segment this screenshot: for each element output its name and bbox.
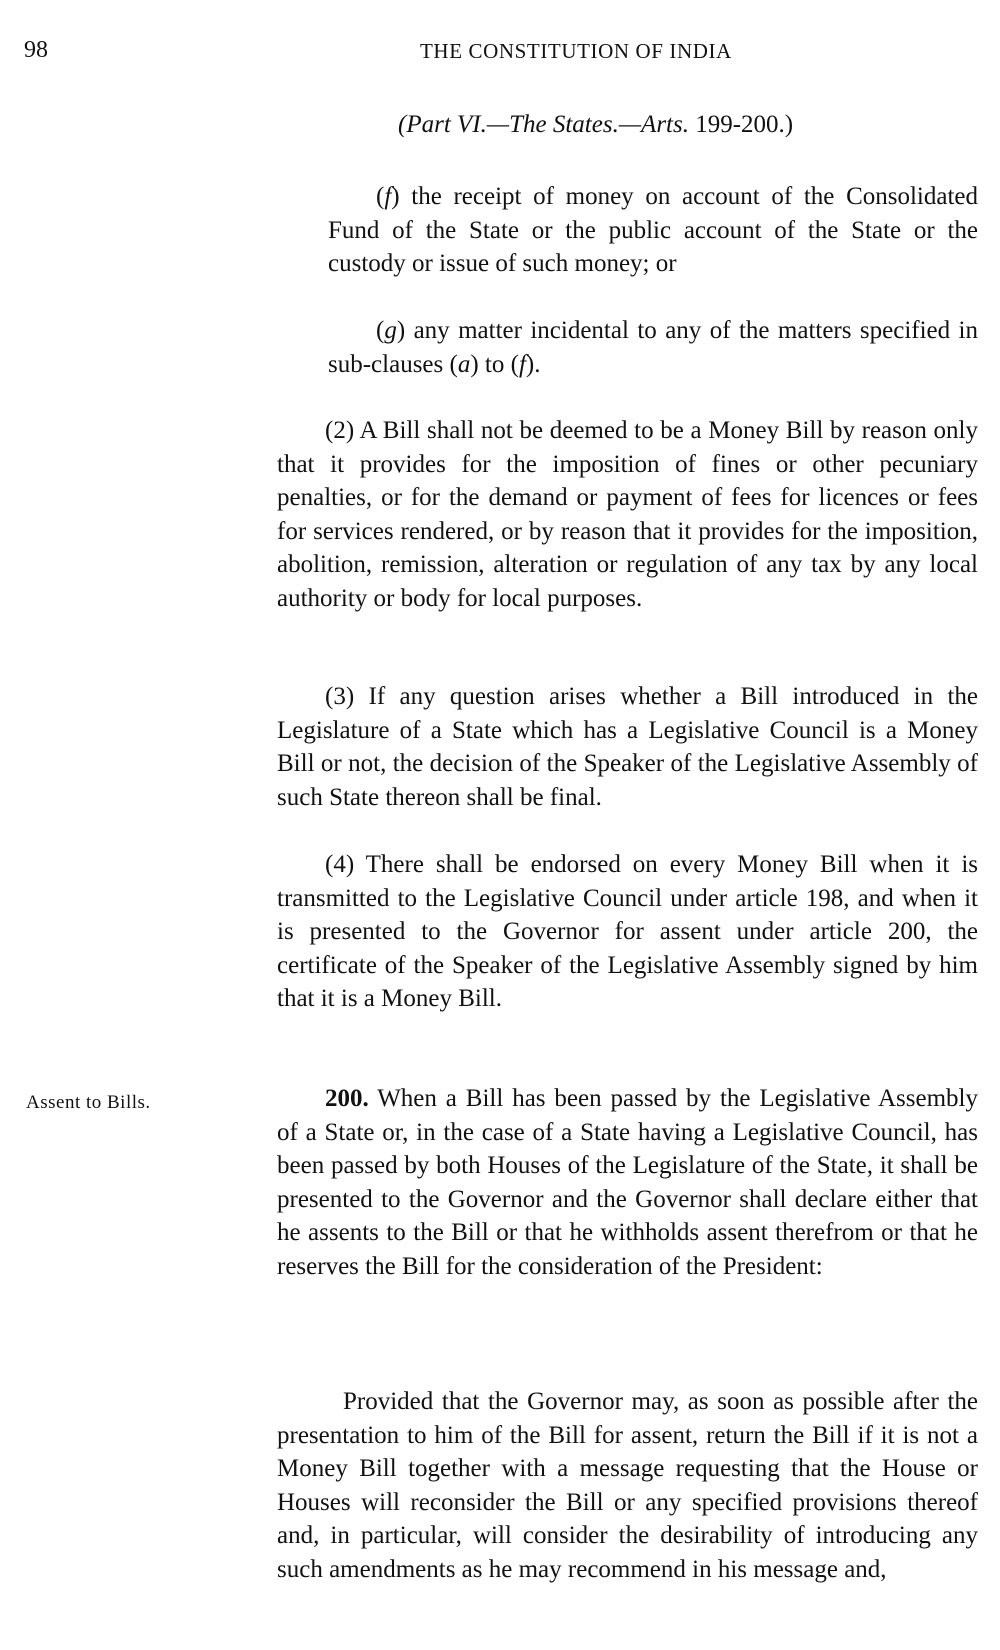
clause-f <box>328 180 978 281</box>
clause-g-paragraph: (g) any matter incidental to any of the matters specified in sub-clauses (a) to (f). <box>328 317 978 378</box>
clause-2-paragraph: (2) A Bill shall not be deemed to be a Money Bill by reason only that it provides for the imposition of fines or other pecuniary penalties, or for the demand or payment of fees for licences or fees for services rendered, or by reason that it provides for the imposition, abolition, remission, alteration or regulation of any tax by any local authority or body for local purposes. <box>277 417 978 612</box>
clause-g-ref-f: f <box>518 350 526 378</box>
part-heading-part: Part VI.—The States.—Arts. <box>406 111 689 138</box>
clause-3-paragraph: (3) If any question arises whether a Bill introduced in the Legislature of a State which has a Legislative Council is a Money Bill or not, the decision of the Speaker of the Legislative Assembly of such State thereon shall be final. <box>277 683 978 811</box>
page-number: 98 <box>24 37 48 63</box>
clause-f-text: the receipt of money on account of the Consolidated Fund of the State or the public account of the State or the custody or issue of such money; or <box>328 183 978 277</box>
clause-4-paragraph: (4) There shall be endorsed on every Money Bill when it is transmitted to the Legislative Council under article 198, and when it is presented to the Governor for assent under article 200, the certificate of the Speaker of the Legislative Assembly signed by him that it is a Money Bill. <box>277 851 978 1012</box>
part-heading-open: ( <box>398 111 407 138</box>
part-heading-range: 199-200.) <box>688 111 794 138</box>
clause-f-label: f <box>384 183 392 210</box>
clause-2 <box>277 414 978 615</box>
part-heading <box>398 110 793 140</box>
article-200-number: 200. <box>325 1085 369 1112</box>
article-200-text: When a Bill has been passed by the Legislative Assembly of a State or, in the case of a State having a Legislative Council, has been passed by both Houses of the Legislature of the State, it shall be presented to the Governor and the Governor shall declare either that he assents to the Bill or that he withholds assent therefrom or that he reserves the Bill for the consideration of the President: <box>277 1085 978 1280</box>
article-200 <box>277 1082 978 1283</box>
marginal-note: Assent to Bills. <box>26 1092 151 1113</box>
clause-f-paragraph: (f) the receipt of money on account of the Consolidated Fund of the State or the public account of the State or the custody or issue of such money; or <box>328 183 978 277</box>
clause-3 <box>277 680 978 814</box>
running-title: THE CONSTITUTION OF INDIA <box>420 39 732 63</box>
clause-g-label: g <box>384 317 397 344</box>
clause-g-text-before: any matter incidental to any of the matters specified in sub-clauses ( <box>328 317 978 378</box>
clause-g-text-after: ). <box>525 350 541 378</box>
proviso <box>277 1385 978 1586</box>
clause-g-text-mid: ) to ( <box>470 350 519 378</box>
proviso-paragraph: Provided that the Governor may, as soon as possible after the presentation to him of the Bill for assent, return the Bill if it is not a Money Bill together with a message requesting that the House or Houses will reconsider the Bill or any specified provisions thereof and, in particular, will consider the desirability of introducing any such amendments as he may recommend in his message and, <box>277 1388 978 1583</box>
clause-g <box>328 314 978 381</box>
clause-4 <box>277 848 978 1016</box>
article-200-paragraph <box>277 1082 978 1283</box>
clause-g-ref-a: a <box>457 350 471 378</box>
